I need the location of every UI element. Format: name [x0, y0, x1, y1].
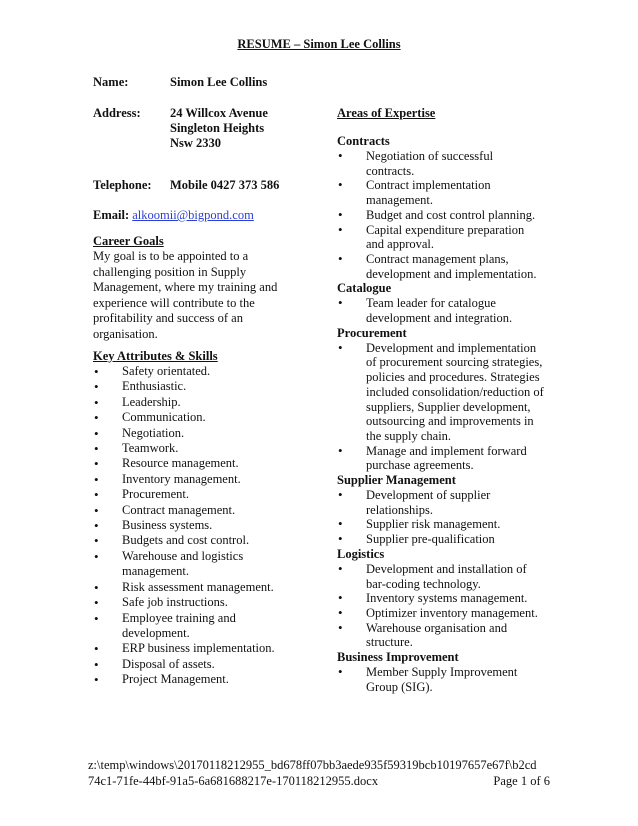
- category-business-improvement: Business Improvement: [337, 650, 459, 665]
- list-item: • Resource management.: [93, 456, 293, 471]
- email-row: [93, 208, 254, 223]
- list-item: • Communication.: [93, 410, 293, 425]
- expertise-section: [337, 134, 549, 695]
- list-item: • Employee training and development.: [93, 611, 240, 642]
- address-line-3: Nsw 2330: [170, 136, 222, 150]
- address-line-1: 24 Willcox Avenue: [170, 106, 268, 120]
- list-item: • Leadership.: [93, 395, 293, 410]
- career-goals-text: My goal is to be appointed to a challenging position in Supply Management, where my training and experience will contribute to the profitability and success of an organisation.: [93, 249, 278, 341]
- address-label: Address:: [93, 106, 141, 120]
- list-item: • Project Management.: [93, 672, 293, 687]
- list-item: • Supplier pre-qualification: [337, 532, 549, 547]
- list-item: • Safe job instructions.: [93, 595, 293, 610]
- page-footer: [88, 757, 550, 789]
- category-catalogue: Catalogue: [337, 281, 392, 296]
- category-contracts: Contracts: [337, 134, 390, 148]
- category-procurement: Procurement: [337, 325, 407, 340]
- list-item: • Budgets and cost control.: [93, 533, 293, 548]
- footer-path-line-2: 74c1-71fe-44bf-91a5-6a681688217e-170118212955.docx: [88, 774, 379, 788]
- list-item: • Teamwork.: [93, 441, 293, 456]
- telephone-value: Mobile 0427 373 586: [170, 178, 280, 192]
- list-item: • Contract management plans, development and implementation.: [337, 252, 549, 281]
- list-item: • Development and implementation of procurement sourcing strategies, policies and procedures. Strategies included consolidation/reduction of suppliers, Supplier development, outsourcing and improvements in the supply chain.: [337, 341, 549, 444]
- career-goals-heading: Career Goals: [93, 234, 164, 248]
- list-item: • Contract management.: [93, 503, 293, 518]
- name-label: Name:: [93, 75, 129, 89]
- list-item: • Inventory management.: [93, 472, 293, 487]
- telephone-label: Telephone:: [93, 178, 152, 192]
- list-item: • Business systems.: [93, 518, 293, 533]
- list-item: • Enthusiastic.: [93, 379, 293, 394]
- list-item: • Disposal of assets.: [93, 657, 293, 672]
- list-item: • Safety orientated.: [93, 364, 293, 379]
- list-item: • Optimizer inventory management.: [337, 606, 549, 621]
- list-item: • Supplier risk management.: [337, 517, 549, 532]
- list-item: • Team leader for catalogue development and integration.: [337, 296, 536, 325]
- address-line-2: Singleton Heights: [170, 121, 265, 135]
- page-number: Page 1 of 6: [493, 774, 550, 788]
- category-supplier-management: Supplier Management: [337, 473, 456, 488]
- list-item: • Member Supply Improvement Group (SIG).: [337, 665, 526, 694]
- list-item: • Manage and implement forward purchase agreements.: [337, 444, 546, 473]
- list-item: • Development of supplier relationships.: [337, 488, 526, 517]
- list-item: • Contract implementation management.: [337, 178, 516, 207]
- list-item: • Negotiation.: [93, 426, 293, 441]
- footer-path-line-1: z:\temp\windows\20170118212955_bd678ff07bb3aede935f59319bcb10197657e67f\b2cd: [88, 758, 537, 772]
- list-item: • ERP business implementation.: [93, 641, 293, 656]
- email-label: Email:: [93, 208, 130, 222]
- list-item: • Procurement.: [93, 487, 293, 502]
- page-title: RESUME – Simon Lee Collins: [237, 37, 401, 51]
- email-link[interactable]: alkoomii@bigpond.com: [132, 208, 254, 222]
- list-item: • Warehouse organisation and structure.: [337, 621, 526, 650]
- key-attributes-list: [93, 364, 293, 688]
- list-item: • Budget and cost control planning.: [337, 208, 549, 223]
- name-value: Simon Lee Collins: [170, 75, 268, 89]
- list-item: • Inventory systems management.: [337, 591, 549, 606]
- category-logistics: Logistics: [337, 546, 385, 561]
- list-item: • Warehouse and logistics management.: [93, 549, 262, 580]
- list-item: • Negotiation of successful contracts.: [337, 149, 516, 178]
- list-item: • Capital expenditure preparation and approval.: [337, 223, 541, 252]
- list-item: • Risk assessment management.: [93, 580, 293, 595]
- key-attributes-heading: Key Attributes & Skills: [93, 349, 218, 363]
- list-item: • Development and installation of bar-coding technology.: [337, 562, 541, 591]
- areas-of-expertise-heading: Areas of Expertise: [337, 106, 436, 120]
